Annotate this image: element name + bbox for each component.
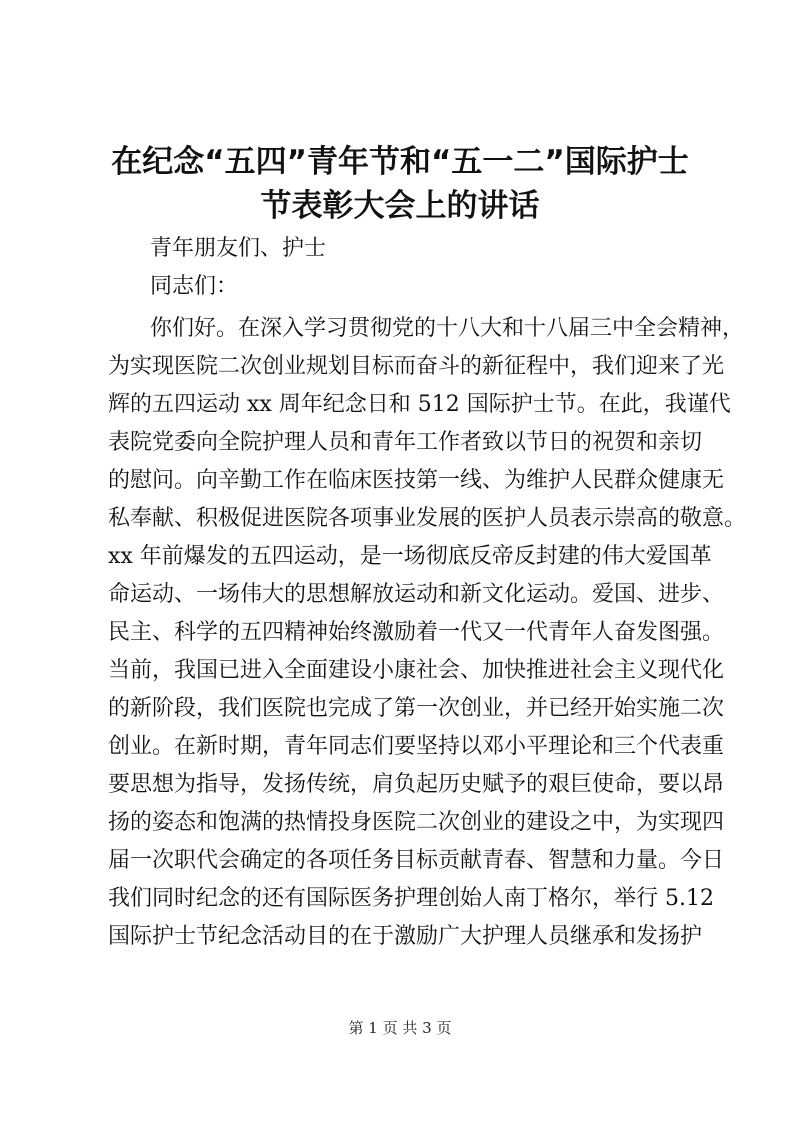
body-line: 扬的姿态和饱满的热情投身医院二次创业的建设之中，为实现四 xyxy=(108,810,725,835)
body-line: 我们同时纪念的还有国际医务护理创始人南丁格尔，举行 5.12 xyxy=(108,886,714,911)
body-line: 创业。在新时期，青年同志们要坚持以邓小平理论和三个代表重 xyxy=(108,734,725,759)
body-line: 表院党委向全院护理人员和青年工作者致以节日的祝贺和亲切 xyxy=(108,430,703,455)
body-line: xx 年前爆发的五四运动，是一场彻底反帝反封建的伟大爱国革 xyxy=(108,544,712,569)
body-line: 辉的五四运动 xx 周年纪念日和 512 国际护士节。在此，我谨代 xyxy=(108,392,731,417)
document-title-line-2: 节表彰大会上的讲话 xyxy=(260,188,540,224)
body-line: 当前，我国已进入全面建设小康社会、加快推进社会主义现代化 xyxy=(108,658,725,683)
body-line: 民主、科学的五四精神始终激励着一代又一代青年人奋发图强。 xyxy=(108,620,725,645)
body-line: 国际护士节纪念活动目的在于激励广大护理人员继承和发扬护 xyxy=(108,924,703,949)
body-line: 私奉献、积极促进医院各项事业发展的医护人员表示崇高的敬意。 xyxy=(108,506,747,531)
salutation-line-1: 青年朋友们、护士 xyxy=(150,236,327,261)
body-line: 的慰问。向辛勤工作在临床医技第一线、为维护人民群众健康无 xyxy=(108,468,725,493)
salutation-line-2: 同志们： xyxy=(150,274,239,299)
body-line: 的新阶段，我们医院也完成了第一次创业，并已经开始实施二次 xyxy=(108,696,725,721)
body-line: 你们好。在深入学习贯彻党的十八大和十八届三中全会精神， xyxy=(150,316,745,341)
document-title-line-1: 在纪念“五四”青年节和“五一二”国际护士 xyxy=(111,144,689,180)
body-line: 要思想为指导，发扬传统，肩负起历史赋予的艰巨使命，要以昂 xyxy=(108,772,725,797)
body-line: 命运动、一场伟大的思想解放运动和新文化运动。爱国、进步、 xyxy=(108,582,725,607)
page-number-footer: 第 1 页 共 3 页 xyxy=(348,1019,452,1037)
body-line: 届一次职代会确定的各项任务目标贡献青春、智慧和力量。今日 xyxy=(108,848,725,873)
body-line: 为实现医院二次创业规划目标而奋斗的新征程中，我们迎来了光 xyxy=(108,354,725,379)
